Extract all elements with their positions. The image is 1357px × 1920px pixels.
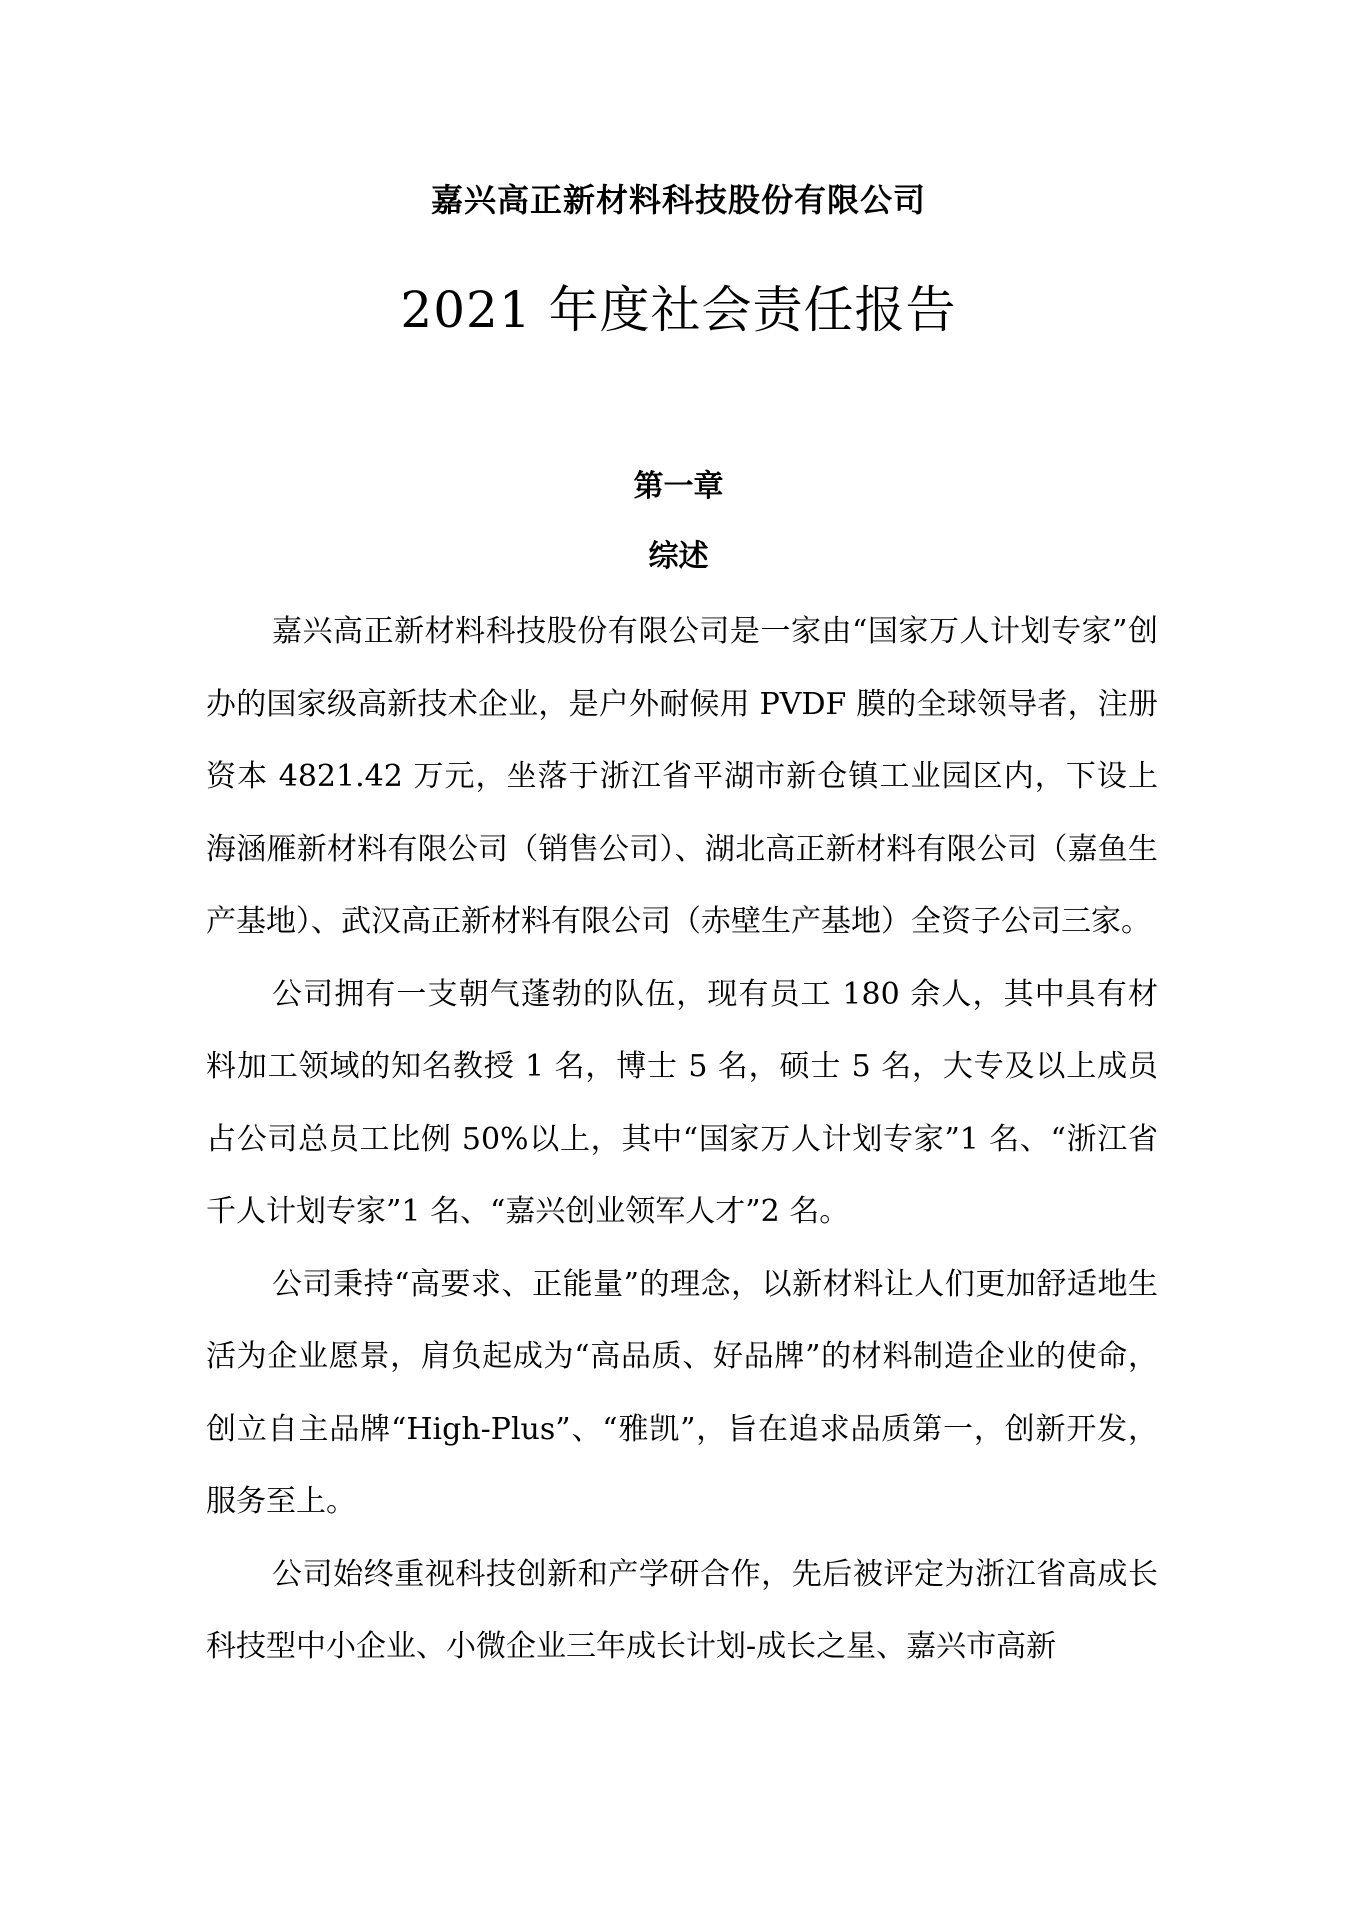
- body-text: [206, 596, 1158, 1684]
- paragraph-philosophy: 公司秉持“高要求、正能量”的理念，以新材料让人们更加舒适地生活为企业愿景，肩负起成为“高品质、好品牌”的材料制造企业的使命，创立自主品牌“High-Plus”、“雅凯”，旨在追求品质第一，创新开发，服务至上。: [206, 1266, 1158, 1519]
- paragraph-innovation: 公司始终重视科技创新和产学研合作，先后被评定为浙江省高成长科技型中小企业、小微企业三年成长计划-成长之星、嘉兴市高新: [206, 1556, 1158, 1664]
- paragraph-team: 公司拥有一支朝气蓬勃的队伍，现有员工 180 余人，其中具有材料加工领域的知名教授 1 名，博士 5 名，硕士 5 名，大专及以上成员占公司总员工比例 50%以上，其中“国家万人计划专家”1 名、“浙江省千人计划专家”1 名、“嘉兴创业领军人才”2 名。: [206, 976, 1158, 1229]
- chapter-heading: 第一章: [633, 469, 724, 504]
- report-title: 2021 年度社会责任报告: [400, 281, 957, 339]
- paragraph-company-overview: 嘉兴高正新材料科技股份有限公司是一家由“国家万人计划专家”创办的国家级高新技术企业，是户外耐候用 PVDF 膜的全球领导者，注册资本 4821.42 万元，坐落于浙江省平湖市新仓镇工业园区内，下设上海涵雁新材料有限公司（销售公司）、湖北高正新材料有限公司（嘉鱼生产基地）、武汉高正新材料有限公司（赤壁生产基地）全资子公司三家。: [206, 614, 1158, 939]
- company-name: 嘉兴高正新材料科技股份有限公司: [430, 181, 926, 219]
- section-heading: 综述: [648, 539, 709, 574]
